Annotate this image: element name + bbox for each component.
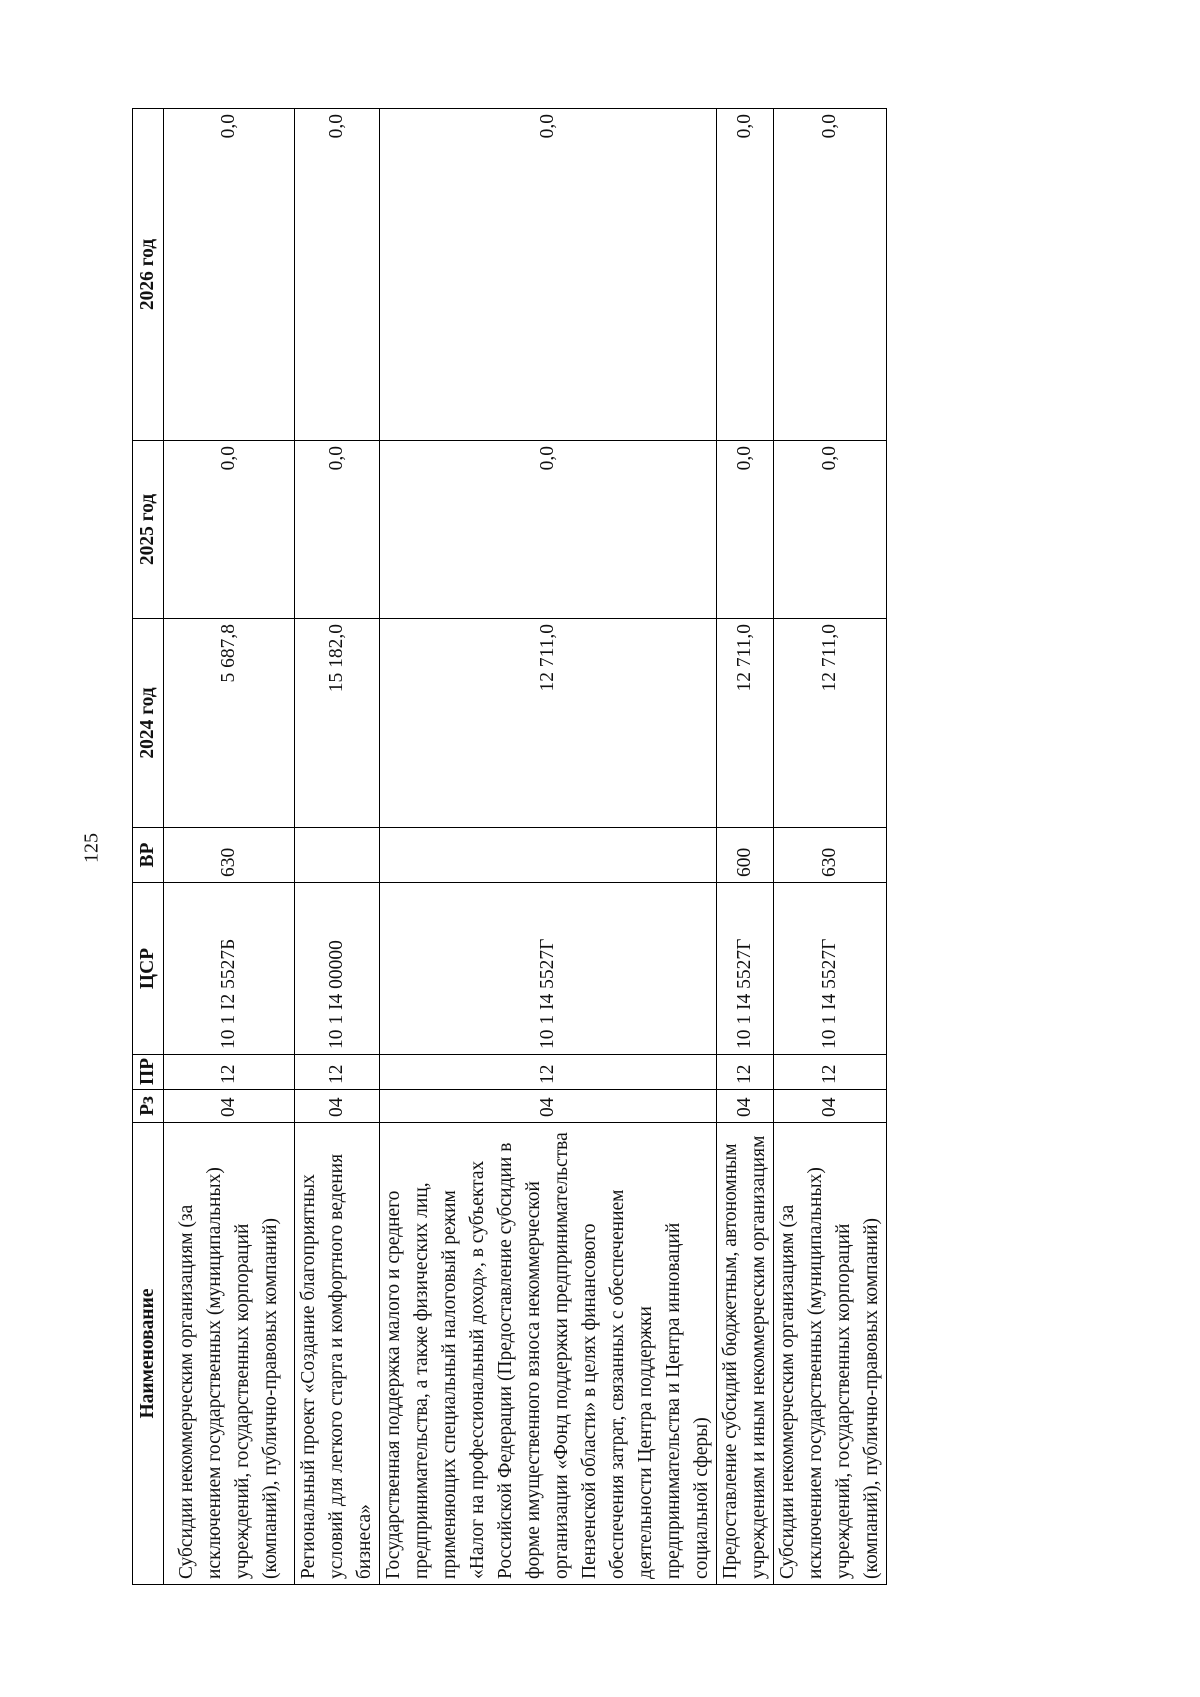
table-row [717, 109, 774, 1585]
cell-2025: 0,0 [380, 441, 717, 619]
cell-rz: 04 [380, 1090, 717, 1123]
cell-pr: 12 [295, 1055, 380, 1090]
page-number: 125 [80, 833, 103, 863]
header-pr: ПР [133, 1055, 164, 1090]
table-row [774, 109, 887, 1585]
cell-csr: 10 1 I4 5527Г [380, 883, 717, 1055]
cell-rz: 04 [774, 1090, 887, 1123]
cell-2026: 0,0 [164, 109, 295, 441]
header-rz: Рз [133, 1090, 164, 1123]
header-2024: 2024 год [133, 619, 164, 828]
cell-vr: 600 [717, 828, 774, 883]
cell-vr [380, 828, 717, 883]
cell-csr: 10 1 I4 00000 [295, 883, 380, 1055]
cell-2024: 15 182,0 [295, 619, 380, 828]
cell-vr [295, 828, 380, 883]
table-row [164, 109, 295, 1585]
cell-2025: 0,0 [295, 441, 380, 619]
cell-csr: 10 1 I2 5527Б [164, 883, 295, 1055]
budget-table-container [132, 109, 882, 1585]
cell-rz: 04 [717, 1090, 774, 1123]
table-row [295, 109, 380, 1585]
cell-2026: 0,0 [717, 109, 774, 441]
cell-name: Субсидии некоммерческим организациям (за исключением государственных (муниципальных) учреждений, государственных корпораций (компаний), публично-правовых компаний) [164, 1123, 295, 1585]
cell-name: Субсидии некоммерческим организациям (за исключением государственных (муниципальных) учреждений, государственных корпораций (компаний), публично-правовых компаний) [774, 1123, 887, 1585]
cell-name: Региональный проект «Создание благоприятных условий для легкого старта и комфортного ведения бизнеса» [295, 1123, 380, 1585]
header-2026: 2026 год [133, 109, 164, 441]
cell-name: Предоставление субсидий бюджетным, автономным учреждениям и иным некоммерческим организациям [717, 1123, 774, 1585]
table-row [380, 109, 717, 1585]
cell-2024: 12 711,0 [717, 619, 774, 828]
cell-2026: 0,0 [295, 109, 380, 441]
table-header-row [133, 109, 164, 1585]
header-name: Наименование [133, 1123, 164, 1585]
header-2025: 2025 год [133, 441, 164, 619]
cell-2026: 0,0 [380, 109, 717, 441]
cell-name: Государственная поддержка малого и среднего предпринимательства, а также физических лиц, применяющих специальный налоговый режим «Налог на профессиональный доход», в субъектах Российской Федерации (Предоставление субсидии в форме имущественного взноса некоммерческой организации «Фонд поддержки предпринимательства Пензенской области» в целях финансового обеспечения затрат, связанных с обеспечением деятельности Центра поддержки предпринимательства и Центра инноваций социальной сферы) [380, 1123, 717, 1585]
cell-2025: 0,0 [164, 441, 295, 619]
cell-2026: 0,0 [774, 109, 887, 441]
cell-rz: 04 [295, 1090, 380, 1123]
cell-vr: 630 [164, 828, 295, 883]
cell-pr: 12 [717, 1055, 774, 1090]
cell-2024: 12 711,0 [774, 619, 887, 828]
cell-2024: 12 711,0 [380, 619, 717, 828]
cell-pr: 12 [774, 1055, 887, 1090]
cell-rz: 04 [164, 1090, 295, 1123]
cell-2025: 0,0 [774, 441, 887, 619]
budget-table [132, 108, 887, 1585]
header-vr: ВР [133, 828, 164, 883]
cell-2025: 0,0 [717, 441, 774, 619]
cell-csr: 10 1 I4 5527Г [774, 883, 887, 1055]
cell-2024: 5 687,8 [164, 619, 295, 828]
cell-csr: 10 1 I4 5527Г [717, 883, 774, 1055]
cell-vr: 630 [774, 828, 887, 883]
cell-pr: 12 [164, 1055, 295, 1090]
header-csr: ЦСР [133, 883, 164, 1055]
cell-pr: 12 [380, 1055, 717, 1090]
